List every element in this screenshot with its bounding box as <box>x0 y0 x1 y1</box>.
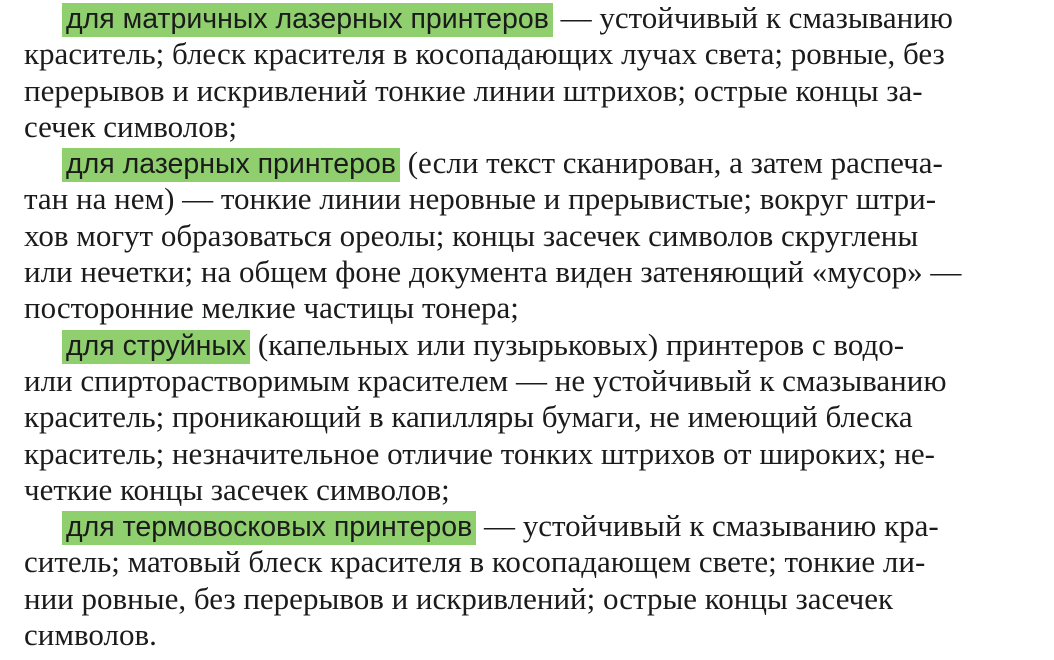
text-line: хов могут образоваться ореолы; концы засечек символов скруглены <box>24 217 919 253</box>
text-line <box>24 145 1034 181</box>
text-line: ситель; матовый блеск красителя в косопадающем свете; тонкие ли- <box>24 544 926 580</box>
paragraph-dot-matrix <box>24 0 1034 145</box>
text-segment: — устойчивый к смазыванию <box>552 0 953 35</box>
highlighted-term: для термовосковых принтеров <box>62 511 476 545</box>
text-line <box>24 327 1034 363</box>
text-line: перерывов и искривлений тонкие линии штрихов; острые концы за- <box>24 72 923 108</box>
text-line: посторонние мелкие частицы тонера; <box>24 290 519 326</box>
text-line: сечек символов; <box>24 108 237 144</box>
text-line: тан на нем) — тонкие линии неровные и прерывистые; вокруг штри- <box>24 181 937 217</box>
text-line: или спирторастворимым красителем — не устойчивый к смазыванию <box>24 362 947 398</box>
paragraph-inkjet <box>24 327 1034 508</box>
text-line: краситель; блеск красителя в косопадающих лучах света; ровные, без <box>24 36 945 72</box>
text-line: или нечетки; на общем фоне документа виден затеняющий «мусор» — <box>24 254 962 290</box>
highlighted-term: для лазерных принтеров <box>62 148 400 182</box>
text-line: четкие концы засечек символов; <box>24 471 450 507</box>
text-line: краситель; проникающий в капилляры бумаги, не имеющий блеска <box>24 399 913 435</box>
highlighted-term: для струйных <box>62 330 250 364</box>
text-segment: (если текст сканирован, а затем распеча- <box>399 145 943 181</box>
text-line <box>24 0 1034 36</box>
text-line: нии ровные, без перерывов и искривлений; острые концы засечек <box>24 580 894 616</box>
text-line: символов. <box>24 617 157 653</box>
document-page <box>24 0 1034 653</box>
text-line: краситель; незначительное отличие тонких штрихов от широких; не- <box>24 435 935 471</box>
paragraph-laser <box>24 145 1034 326</box>
text-line <box>24 508 1034 544</box>
paragraph-thermal-wax <box>24 508 1034 653</box>
text-segment: — устойчивый к смазыванию кра- <box>476 508 939 544</box>
highlighted-term: для матричных лазерных принтеров <box>62 3 553 37</box>
text-segment: (капельных или пузырьковых) принтеров с водо- <box>250 326 905 362</box>
